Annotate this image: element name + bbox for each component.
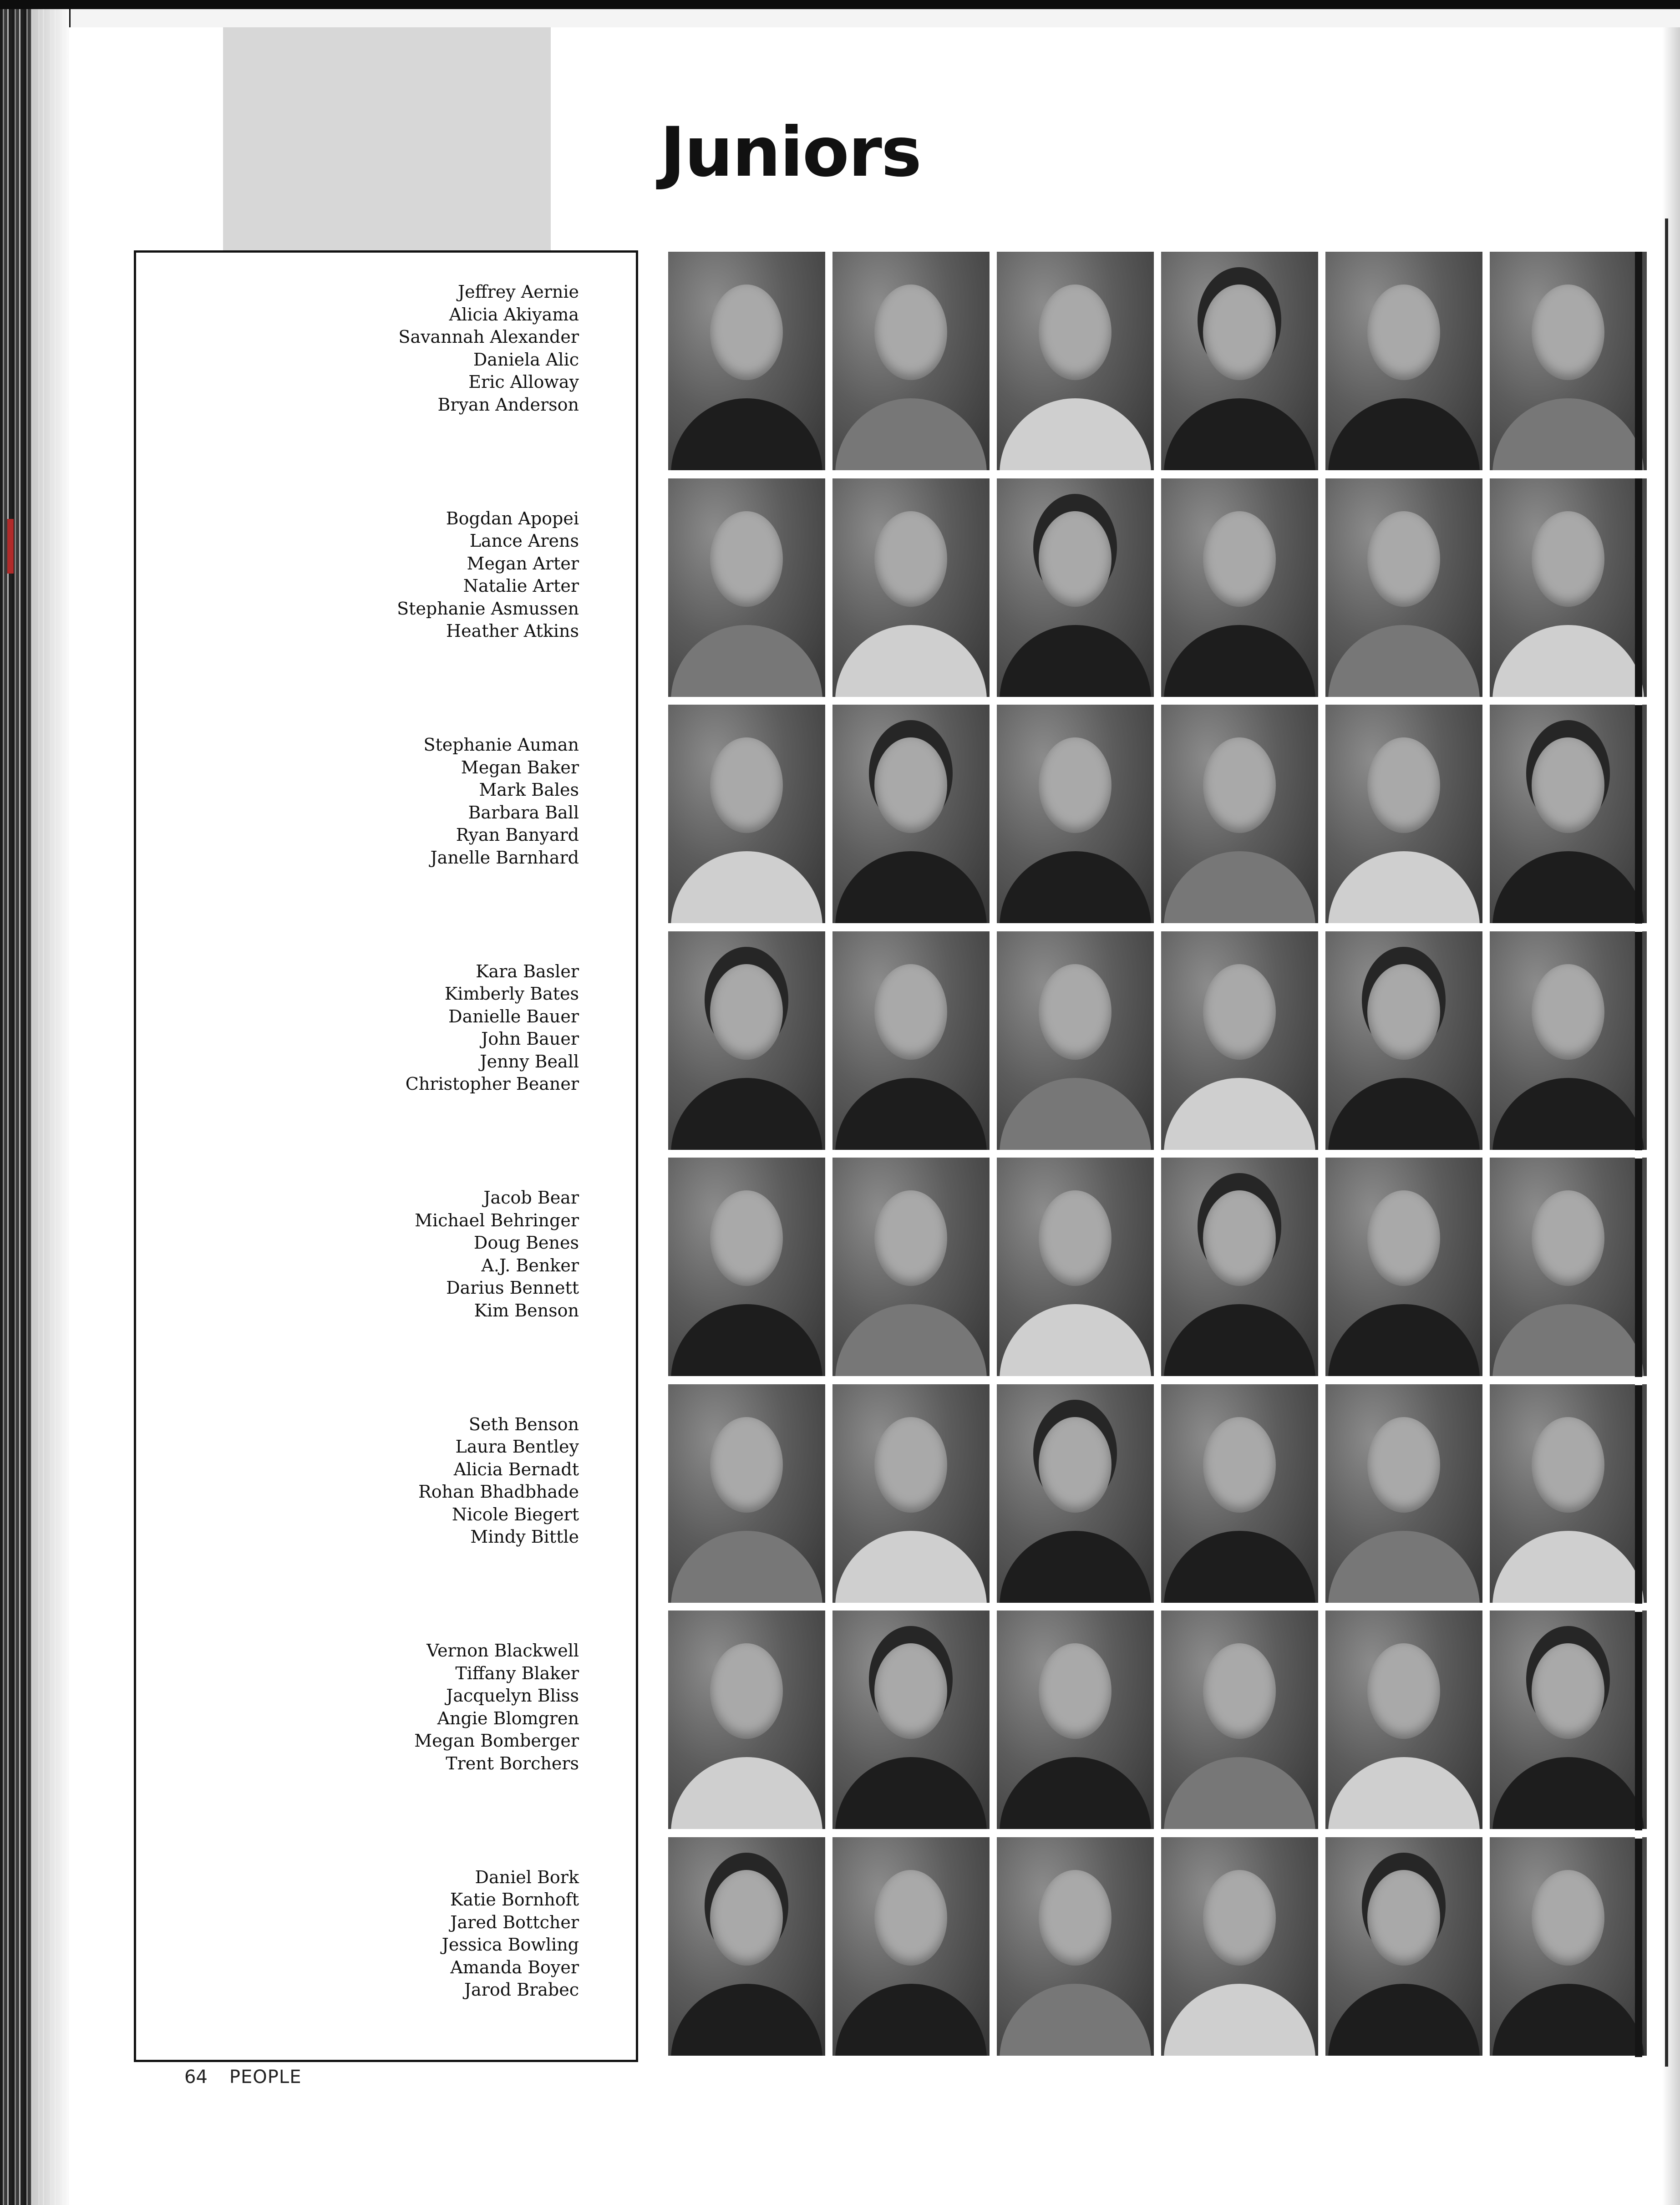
student-name: Vernon Blackwell	[426, 1641, 579, 1661]
portrait-shoulders	[1000, 851, 1151, 923]
student-name: Alicia Bernadt	[453, 1459, 579, 1479]
student-name: Kim Benson	[474, 1300, 579, 1321]
student-name: Megan Baker	[461, 757, 579, 777]
portrait-shoulders	[1164, 1757, 1315, 1829]
student-name: Nicole Biegert	[452, 1504, 579, 1524]
student-portrait	[668, 1384, 825, 1603]
name-group	[233, 1866, 579, 2002]
name-group	[233, 1413, 579, 1549]
student-name: Trent Borchers	[446, 1753, 579, 1773]
folio	[184, 2067, 301, 2088]
student-name: Megan Bomberger	[414, 1731, 579, 1751]
student-name: Kimberly Bates	[444, 984, 579, 1004]
portrait-shoulders	[835, 1984, 987, 2056]
portrait-shoulders	[835, 851, 987, 923]
student-portrait	[997, 1611, 1154, 1829]
portrait-shoulders	[1492, 1757, 1644, 1829]
student-portrait	[668, 1837, 825, 2056]
portrait-shoulders	[1164, 1531, 1315, 1603]
portrait-head	[874, 1870, 947, 1966]
name-group	[233, 734, 579, 869]
portrait-shoulders	[1328, 1531, 1480, 1603]
student-portrait	[668, 705, 825, 923]
portrait-shoulders	[835, 625, 987, 697]
name-group	[233, 960, 579, 1096]
student-portrait	[832, 252, 990, 470]
student-portrait	[668, 931, 825, 1150]
portrait-head	[874, 964, 947, 1060]
page-number: 64	[184, 2067, 208, 2088]
portrait-shoulders	[671, 625, 822, 697]
student-name: Jessica Bowling	[442, 1935, 579, 1955]
student-name: John Bauer	[481, 1029, 579, 1049]
portrait-head	[1203, 1643, 1276, 1739]
portrait-shoulders	[835, 1304, 987, 1376]
student-name: Savannah Alexander	[398, 327, 579, 347]
portrait-head	[1039, 964, 1112, 1060]
portrait-shoulders	[671, 1984, 822, 2056]
student-name: Bryan Anderson	[437, 394, 579, 415]
portrait-head	[1203, 1870, 1276, 1966]
photo-grid	[668, 252, 1680, 2064]
portrait-head	[710, 737, 783, 833]
portrait-shoulders	[1000, 1531, 1151, 1603]
scan-top-highlight	[71, 9, 1680, 27]
portrait-head	[710, 511, 783, 607]
portrait-shoulders	[1328, 1757, 1480, 1829]
portrait-shoulders	[1164, 1984, 1315, 2056]
student-portrait	[1325, 1837, 1482, 2056]
student-name: Stephanie Asmussen	[397, 598, 579, 619]
student-portrait	[832, 478, 990, 697]
portrait-head	[1367, 1870, 1440, 1966]
student-portrait	[997, 705, 1154, 923]
student-portrait	[1490, 252, 1647, 470]
portrait-head	[1532, 1417, 1604, 1513]
portrait-head	[1203, 737, 1276, 833]
portrait-head	[874, 285, 947, 380]
portrait-shoulders	[1000, 1078, 1151, 1150]
portrait-shoulders	[835, 1757, 987, 1829]
portrait-shoulders	[1492, 1984, 1644, 2056]
portrait-head	[1532, 285, 1604, 380]
portrait-shoulders	[1164, 625, 1315, 697]
student-name: Katie Bornhoft	[450, 1890, 579, 1910]
student-portrait	[668, 1158, 825, 1376]
portrait-head	[1367, 1643, 1440, 1739]
portrait-head	[1203, 964, 1276, 1060]
student-portrait	[997, 252, 1154, 470]
student-portrait	[668, 1611, 825, 1829]
portrait-head	[1367, 1417, 1440, 1513]
portrait-shoulders	[1000, 1757, 1151, 1829]
student-name: Stephanie Auman	[423, 735, 579, 755]
student-name: Jarod Brabec	[464, 1980, 579, 2000]
portrait-head	[874, 1643, 947, 1739]
student-portrait	[1325, 1611, 1482, 1829]
student-name: Jacquelyn Bliss	[446, 1686, 579, 1706]
portrait-shoulders	[1328, 398, 1480, 470]
student-portrait	[832, 1837, 990, 2056]
student-portrait	[1490, 705, 1647, 923]
student-portrait	[1490, 931, 1647, 1150]
portrait-head	[1532, 1870, 1604, 1966]
student-portrait	[1161, 1837, 1318, 2056]
portrait-head	[1367, 285, 1440, 380]
portrait-head	[1039, 1643, 1112, 1739]
portrait-shoulders	[1328, 1984, 1480, 2056]
portrait-head	[1039, 1190, 1112, 1286]
student-name: A.J. Benker	[481, 1255, 579, 1275]
photo-column-edge	[1635, 252, 1642, 2064]
student-portrait	[1325, 1158, 1482, 1376]
portrait-shoulders	[835, 1531, 987, 1603]
portrait-head	[874, 511, 947, 607]
portrait-head	[874, 1417, 947, 1513]
student-name: Bogdan Apopei	[446, 508, 579, 528]
student-name: Mark Bales	[479, 780, 579, 800]
student-portrait	[997, 478, 1154, 697]
portrait-head	[710, 1417, 783, 1513]
header-gray-block	[223, 27, 551, 250]
portrait-shoulders	[1328, 851, 1480, 923]
student-portrait	[1490, 478, 1647, 697]
student-portrait	[1161, 931, 1318, 1150]
student-name: Ryan Banyard	[456, 825, 579, 845]
portrait-head	[874, 737, 947, 833]
page-title: Juniors	[660, 113, 921, 192]
portrait-shoulders	[1492, 625, 1644, 697]
portrait-shoulders	[1492, 1304, 1644, 1376]
student-portrait	[1490, 1611, 1647, 1829]
student-name: Tiffany Blaker	[455, 1663, 579, 1683]
student-portrait	[1161, 252, 1318, 470]
student-name: Michael Behringer	[415, 1210, 579, 1230]
student-name: Barbara Ball	[468, 802, 579, 823]
portrait-shoulders	[1492, 398, 1644, 470]
portrait-head	[710, 1190, 783, 1286]
student-portrait	[832, 1158, 990, 1376]
student-name: Jeffrey Aernie	[457, 282, 579, 302]
page-right-rule	[1665, 218, 1668, 2067]
student-name: Christopher Beaner	[405, 1074, 579, 1094]
student-portrait	[832, 931, 990, 1150]
student-portrait	[997, 1837, 1154, 2056]
portrait-head	[1532, 964, 1604, 1060]
student-name: Darius Bennett	[446, 1278, 579, 1298]
student-name: Kara Basler	[476, 961, 579, 981]
student-portrait	[1325, 705, 1482, 923]
portrait-head	[1203, 511, 1276, 607]
student-name: Rohan Bhadbhade	[418, 1482, 579, 1502]
student-name: Doug Benes	[473, 1233, 579, 1253]
name-group	[233, 1187, 579, 1322]
student-name: Daniel Bork	[475, 1867, 579, 1887]
portrait-shoulders	[835, 398, 987, 470]
portrait-shoulders	[1000, 1304, 1151, 1376]
portrait-head	[1367, 1190, 1440, 1286]
student-name: Alicia Akiyama	[449, 304, 579, 325]
name-group	[233, 281, 579, 416]
section-label: PEOPLE	[229, 2067, 302, 2088]
portrait-shoulders	[1164, 851, 1315, 923]
student-portrait	[1490, 1384, 1647, 1603]
student-portrait	[832, 1611, 990, 1829]
portrait-shoulders	[671, 851, 822, 923]
portrait-head	[1203, 1417, 1276, 1513]
student-name: Seth Benson	[468, 1414, 579, 1434]
student-portrait	[997, 931, 1154, 1150]
student-name: Megan Arter	[467, 553, 579, 574]
names-panel	[134, 250, 638, 2062]
portrait-head	[1039, 511, 1112, 607]
student-portrait	[1325, 252, 1482, 470]
portrait-head	[1532, 737, 1604, 833]
student-name: Daniela Alic	[473, 349, 579, 370]
binding-gutter	[32, 9, 69, 2205]
portrait-head	[1532, 511, 1604, 607]
portrait-shoulders	[1000, 398, 1151, 470]
portrait-shoulders	[1492, 1531, 1644, 1603]
student-name: Jared Bottcher	[450, 1912, 579, 1932]
portrait-shoulders	[1328, 1304, 1480, 1376]
portrait-head	[1532, 1190, 1604, 1286]
student-name: Eric Alloway	[468, 372, 579, 392]
student-name: Jacob Bear	[483, 1188, 579, 1208]
portrait-head	[1367, 511, 1440, 607]
portrait-shoulders	[1328, 625, 1480, 697]
portrait-shoulders	[1164, 1078, 1315, 1150]
student-portrait	[668, 478, 825, 697]
portrait-head	[1039, 737, 1112, 833]
portrait-shoulders	[671, 398, 822, 470]
student-name: Janelle Barnhard	[430, 847, 579, 868]
student-name: Angie Blomgren	[437, 1708, 579, 1728]
portrait-shoulders	[1328, 1078, 1480, 1150]
portrait-shoulders	[1492, 1078, 1644, 1150]
student-name: Jenny Beall	[480, 1051, 579, 1072]
portrait-shoulders	[671, 1078, 822, 1150]
portrait-shoulders	[1000, 1984, 1151, 2056]
name-group	[233, 508, 579, 643]
student-name: Laura Bentley	[455, 1437, 579, 1457]
portrait-shoulders	[671, 1757, 822, 1829]
portrait-shoulders	[1000, 625, 1151, 697]
student-name: Amanda Boyer	[450, 1957, 579, 1977]
portrait-shoulders	[835, 1078, 987, 1150]
portrait-shoulders	[1492, 851, 1644, 923]
portrait-head	[874, 1190, 947, 1286]
portrait-head	[1367, 964, 1440, 1060]
portrait-head	[710, 1643, 783, 1739]
student-portrait	[997, 1384, 1154, 1603]
name-group	[233, 1640, 579, 1775]
portrait-shoulders	[1164, 398, 1315, 470]
student-name: Heather Atkins	[446, 621, 579, 641]
student-portrait	[1490, 1837, 1647, 2056]
student-portrait	[1161, 1611, 1318, 1829]
student-portrait	[1161, 705, 1318, 923]
student-name: Lance Arens	[469, 531, 579, 551]
portrait-head	[1039, 285, 1112, 380]
student-portrait	[1161, 478, 1318, 697]
student-portrait	[1325, 931, 1482, 1150]
portrait-head	[1532, 1643, 1604, 1739]
student-portrait	[1161, 1158, 1318, 1376]
portrait-head	[710, 1870, 783, 1966]
student-name: Mindy Bittle	[470, 1527, 579, 1547]
student-name: Natalie Arter	[463, 576, 579, 596]
student-portrait	[668, 252, 825, 470]
student-portrait	[832, 1384, 990, 1603]
student-portrait	[1325, 1384, 1482, 1603]
student-portrait	[1325, 478, 1482, 697]
portrait-shoulders	[671, 1531, 822, 1603]
student-portrait	[997, 1158, 1154, 1376]
student-name: Danielle Bauer	[448, 1006, 579, 1026]
portrait-head	[1039, 1417, 1112, 1513]
student-portrait	[832, 705, 990, 923]
portrait-head	[1203, 1190, 1276, 1286]
portrait-head	[1039, 1870, 1112, 1966]
binding-tab-mark	[7, 519, 14, 574]
portrait-head	[1203, 285, 1276, 380]
portrait-head	[710, 285, 783, 380]
portrait-head	[710, 964, 783, 1060]
portrait-shoulders	[671, 1304, 822, 1376]
portrait-head	[1367, 737, 1440, 833]
portrait-shoulders	[1164, 1304, 1315, 1376]
student-portrait	[1490, 1158, 1647, 1376]
student-portrait	[1161, 1384, 1318, 1603]
